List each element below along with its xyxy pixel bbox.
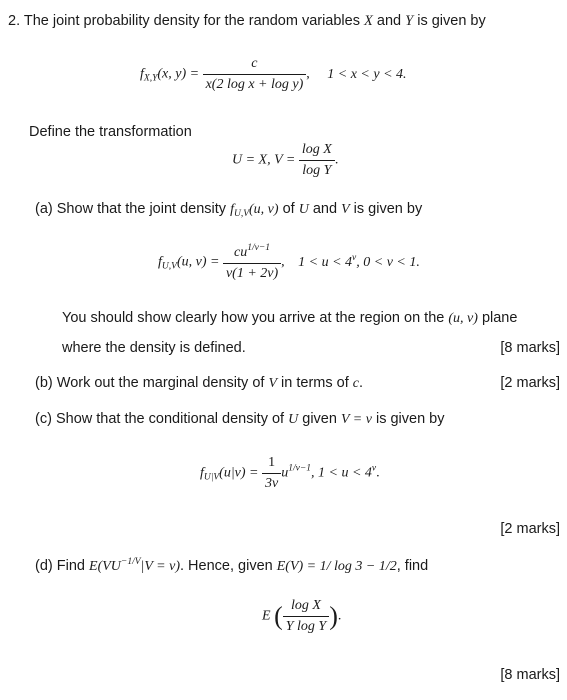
eq1-numerator: c (251, 56, 258, 71)
part-a-f: f (230, 202, 234, 217)
eqd-fraction (283, 598, 329, 635)
eq1-f: f (140, 66, 144, 82)
eqa-range-sup: v (352, 252, 357, 263)
part-c-label: (c) (35, 411, 52, 427)
part-b-text-b: in terms of (277, 375, 353, 391)
var-y: Y (405, 13, 414, 29)
eqc-range-a: , 1 < u < 4 (311, 465, 372, 481)
part-c-statement (35, 411, 444, 428)
eq2-denominator: log Y (299, 160, 335, 179)
part-a-text-d: is given by (349, 201, 423, 217)
question-number: 2. (8, 13, 21, 29)
part-a-v: V (341, 202, 350, 217)
equation-joint-density-uv (158, 243, 420, 282)
part-a-f-args: (u, v) (249, 202, 279, 217)
part-a-para-b: plane (477, 310, 518, 326)
part-b-c: c (352, 376, 359, 391)
eqa-f: f (158, 254, 162, 270)
part-c-text-b: given (298, 411, 341, 427)
question-statement (8, 13, 486, 30)
eqa-num-sup: 1/v−1 (247, 243, 271, 253)
equation-expectation (262, 598, 341, 635)
eqd-left-paren: ( (274, 601, 283, 631)
define-transformation-text: Define the transformation (29, 124, 192, 140)
eqc-denominator: 3v (262, 473, 281, 492)
eqc-u: u (281, 465, 289, 481)
equation-joint-density-xy (140, 56, 407, 93)
eqa-denominator: v(1 + 2v) (223, 263, 281, 282)
part-a-para-a: You should show clearly how you arrive at the region on the (62, 310, 449, 326)
eq2-numerator: log X (301, 142, 332, 157)
eqa-fraction (223, 243, 281, 282)
intro-text-b: and (372, 13, 406, 29)
part-b-statement (35, 375, 363, 392)
part-a-instruction-line2: where the density is defined. (62, 340, 246, 356)
part-a-statement (35, 201, 422, 219)
part-d-marks: [8 marks] (500, 667, 560, 683)
part-d-statement (35, 557, 428, 575)
eqd-numerator: log X (290, 598, 321, 613)
eq2-fraction (299, 142, 335, 179)
equation-conditional-density (200, 455, 380, 492)
part-d-label: (d) (35, 558, 53, 574)
eq1-range: 1 < x < y < 4. (327, 66, 407, 82)
eq2-lhs: U = X, V = (232, 152, 296, 168)
eqc-args: (u|v) = (219, 465, 259, 481)
eqd-e: E (262, 608, 271, 624)
eqa-num-base: cu (234, 245, 248, 260)
intro-text-a: The joint probability density for the random variables (23, 13, 364, 29)
part-a-u: U (298, 202, 309, 217)
equation-transformation (232, 142, 338, 179)
eqa-numerator (223, 243, 281, 263)
part-b-dot: . (359, 375, 364, 391)
part-a-text-c: and (308, 201, 342, 217)
part-d-expr-sup: −1/V (120, 557, 141, 567)
part-c-u: U (288, 412, 299, 427)
part-d-text-b: . Hence, given (180, 558, 277, 574)
part-a-marks: [8 marks] (500, 340, 560, 356)
eqa-range-b: , 0 < v < 1. (356, 254, 420, 270)
eq1-comma: , (306, 66, 310, 82)
eq1-fraction (203, 56, 307, 93)
part-c-cond: V = v (340, 412, 372, 427)
part-d-text-a: Find (56, 558, 90, 574)
eqa-args: (u, v) = (176, 254, 220, 270)
eq1-denominator: x(2 log x + log y) (203, 74, 307, 93)
eqd-dot: . (337, 608, 342, 624)
part-d-expr-a: E(VU (89, 559, 121, 574)
var-x: X (364, 13, 373, 29)
part-d-expr-b: |V = v) (140, 559, 180, 574)
eqa-comma: , (281, 254, 285, 270)
eqc-fraction (262, 455, 281, 492)
part-d-given: E(V) = 1/ log 3 − 1/2 (276, 559, 397, 574)
eqa-range (298, 252, 420, 270)
eqc-sup: 1/v−1 (288, 463, 312, 474)
part-d-text-c: , find (396, 558, 429, 574)
part-a-label: (a) (35, 201, 53, 217)
eqa-range-a: 1 < u < 4 (298, 254, 353, 270)
part-c-text-c: is given by (371, 411, 445, 427)
part-b-label: (b) (35, 375, 53, 391)
eqc-sub: U|V (203, 472, 220, 483)
eq2-dot: . (334, 152, 339, 168)
part-a-f-sub: U,V (233, 209, 250, 219)
eqc-range-b: . (376, 465, 380, 481)
eqc-range-sup: v (371, 463, 377, 474)
eqd-denominator: Y log Y (283, 616, 329, 635)
eqd-right-paren: ) (329, 601, 338, 631)
part-c-text-a: Show that the conditional density of (55, 411, 289, 427)
part-b-text-a: Work out the marginal density of (56, 375, 269, 391)
eq1-sub: X,Y (143, 73, 158, 84)
part-b-v: V (268, 376, 278, 391)
part-a-para-uv: (u, v) (448, 311, 478, 326)
eqc-numerator: 1 (268, 455, 276, 470)
part-a-text-b: of (278, 201, 299, 217)
part-c-marks: [2 marks] (500, 521, 560, 537)
part-a-instruction-line1 (62, 310, 517, 327)
eqa-sub: U,V (161, 261, 177, 272)
intro-text-c: is given by (413, 13, 486, 29)
eqc-f: f (200, 465, 204, 481)
part-a-text-a: Show that the joint density (56, 201, 231, 217)
part-b-marks: [2 marks] (500, 375, 560, 391)
eq1-args: (x, y) = (157, 66, 200, 82)
